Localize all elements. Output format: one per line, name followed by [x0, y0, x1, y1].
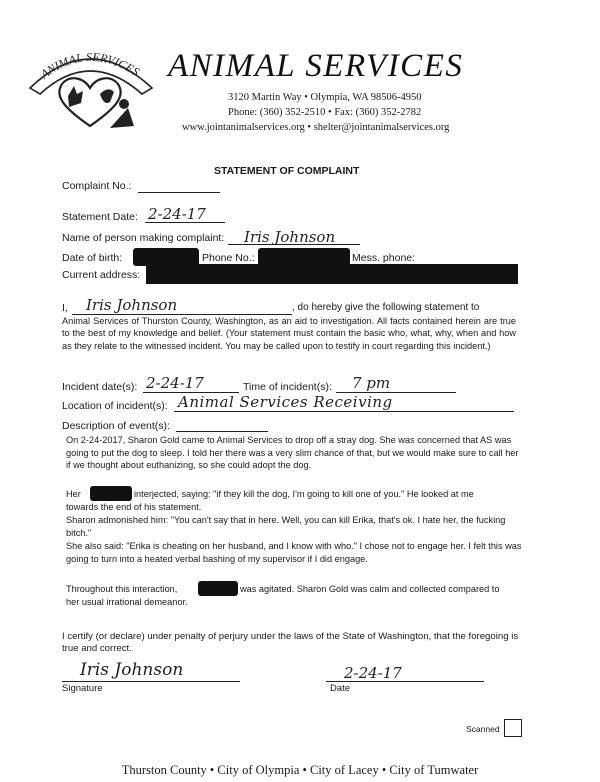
organization-address: 3120 Martin Way • Olympia, WA 98506-4950 [228, 92, 422, 103]
time-label: Time of incident(s): [243, 381, 332, 393]
location-line [174, 411, 514, 412]
statement-name-value: Iris Johnson [86, 296, 178, 314]
address-redaction [146, 264, 518, 284]
name-redaction-1 [90, 486, 132, 501]
mess-phone-label: Mess. phone: [352, 252, 416, 264]
svg-text:ANIMAL SERVICES: ANIMAL SERVICES [37, 49, 142, 82]
name-redaction-2 [198, 581, 238, 596]
location-value: Animal Services Receiving [178, 393, 393, 411]
description-p2-cont: towards the end of his statement. [66, 502, 202, 512]
signature-scrawl: Iris Johnson [80, 660, 184, 680]
statement-prefix: I, [62, 302, 68, 314]
description-paragraph-4: She also said: "Erika is cheating on her husband, and I know with who." I chose not to engage her. I felt this was going to turn into a heated verbal bashing of my supervisor if I did engage. [66, 541, 522, 564]
organization-title: ANIMAL SERVICES [168, 48, 464, 84]
address-label: Current address: [62, 269, 141, 281]
signature-line [62, 681, 240, 682]
footer-jurisdictions: Thurston County • City of Olympia • City of Lacey • City of Tumwater [121, 763, 479, 777]
description-paragraph-1: On 2-24-2017, Sharon Gold came to Animal Services to drop off a stray dog. She was concerned that AS was going to put the dog to sleep. I told her there was a very slim chance of that, but we would make sure to call her if we thought about euthanizing, so she could adopt the dog. [66, 435, 519, 471]
description-p5-start: Throughout this interaction, [66, 584, 178, 594]
signature-date-label: Date [330, 683, 351, 694]
complainant-label: Name of person making complaint: [62, 232, 225, 244]
animal-services-logo [24, 44, 156, 134]
signature-date-value: 2-24-17 [344, 664, 402, 682]
form-heading: STATEMENT OF COMPLAINT [214, 165, 360, 177]
scanned-label: Scanned [466, 724, 500, 734]
description-p5-cont: her usual irrational demeanor. [66, 597, 188, 607]
time-value: 7 pm [352, 374, 391, 392]
complainant-value: Iris Johnson [244, 228, 336, 246]
description-label: Description of event(s): [62, 420, 170, 432]
description-p2-rest: interjected, saying: "if they kill the dog, I'm going to kill one of you." He looked at me [134, 489, 474, 499]
description-p2-start: Her [66, 489, 81, 499]
phone-label: Phone No.: [202, 252, 255, 264]
incident-date-label: Incident date(s): [62, 381, 138, 393]
signature-label: Signature [62, 683, 103, 694]
location-label: Location of incident(s): [62, 400, 168, 412]
complaint-no-line [138, 192, 220, 193]
certification-text: I certify (or declare) under penalty of perjury under the laws of the State of Washington, that the foregoing is true and correct. [62, 631, 519, 655]
description-paragraph-3: Sharon admonished him: "You can't say that in here. Well, you can kill Erika, that's ok. I hate her, the fucking bitch." [66, 515, 506, 538]
description-line [176, 431, 268, 432]
organization-web: www.jointanimalservices.org • shelter@jointanimalservices.org [182, 122, 450, 133]
statement-body: Animal Services of Thurston County, Washington, as an aid to investigation. All facts contained herein are true to the best of my knowledge and belief. (Your statement must contain the basic who, what, why, when and how as they relate to the witnessed incident. You may be called upon to testify in court regarding this incident.) [62, 316, 516, 351]
organization-phones: Phone: (360) 352-2510 • Fax: (360) 352-2782 [228, 107, 422, 118]
statement-date-value: 2-24-17 [148, 205, 206, 223]
scanned-checkbox[interactable] [504, 719, 522, 737]
dob-label: Date of birth: [62, 252, 123, 264]
signature-date-line [326, 681, 484, 682]
statement-date-label: Statement Date: [62, 211, 138, 223]
description-p5-rest: was agitated. Sharon Gold was calm and collected compared to [240, 584, 500, 594]
incident-date-value: 2-24-17 [146, 374, 204, 392]
complaint-no-label: Complaint No.: [62, 180, 132, 192]
statement-suffix: , do hereby give the following statement to [292, 302, 480, 313]
